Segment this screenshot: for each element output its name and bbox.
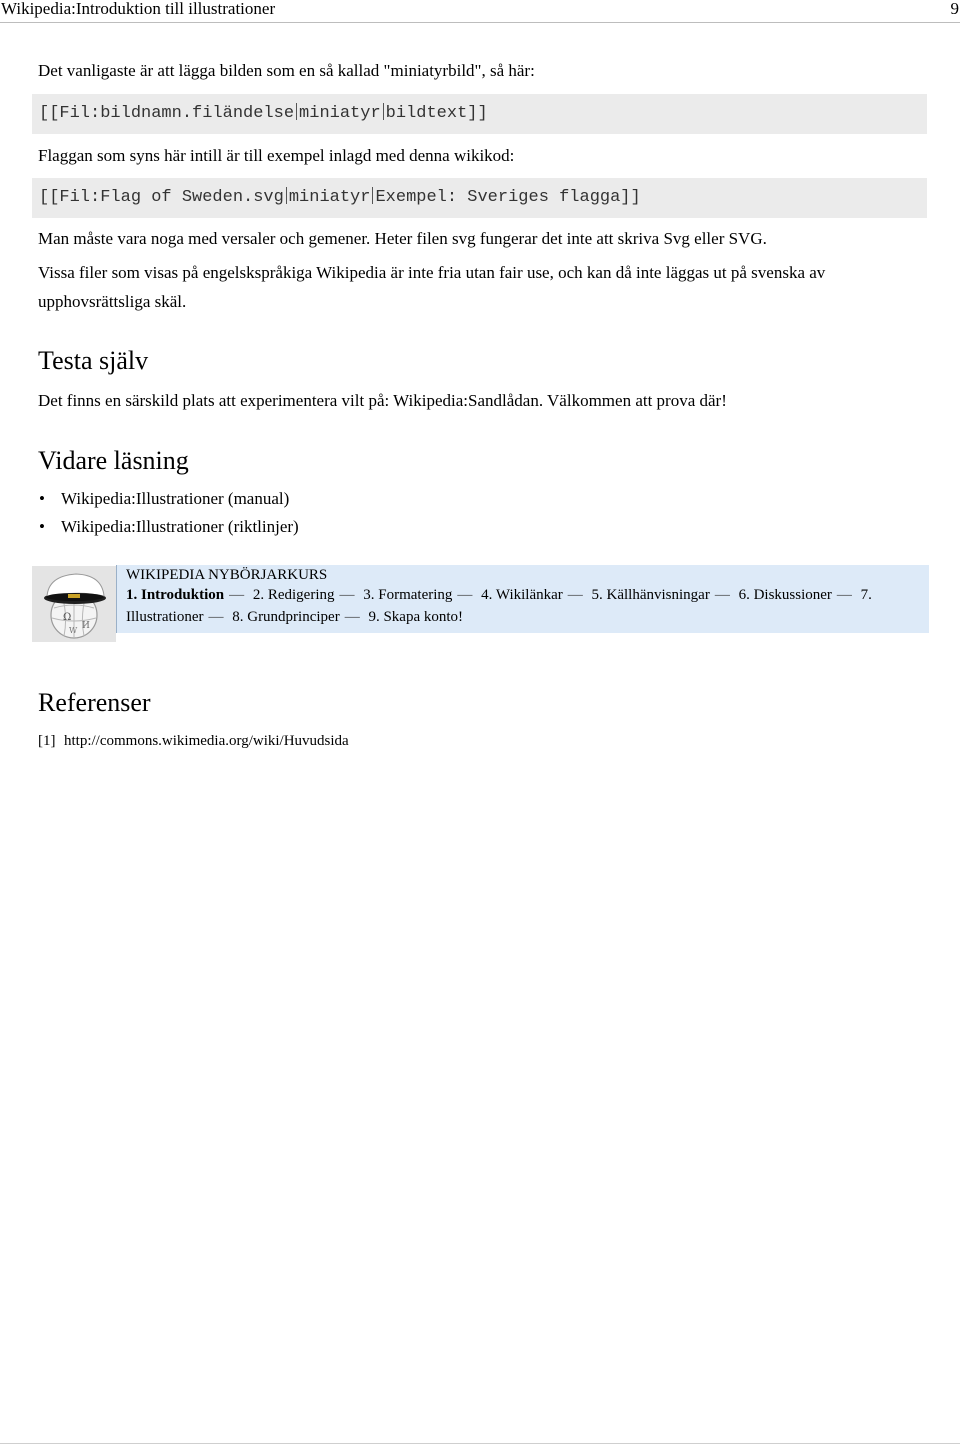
further-reading-link[interactable]: • Wikipedia:Illustrationer (manual) <box>38 485 299 513</box>
code-part: bildtext]] <box>385 104 488 123</box>
course-lesson-links <box>126 584 916 628</box>
code-part: miniatyr <box>299 104 381 123</box>
separator: — <box>714 587 730 603</box>
code-part: [[Fil:bildnamn.filändelse <box>39 104 295 123</box>
document-title: Wikipedia:Introduktion till illustrationer <box>1 0 276 18</box>
separator: — <box>344 609 360 625</box>
heading-referenser: Referenser <box>38 688 151 717</box>
code-part: miniatyr <box>288 188 371 207</box>
separator: — <box>567 587 583 603</box>
svg-text:И: И <box>82 621 90 631</box>
reference-item <box>38 731 349 751</box>
code-example-flag <box>32 178 927 218</box>
sandbox-paragraph: Det finns en särskild plats att experimentera vilt på: Wikipedia:Sandlådan. Välkommen att prova där! <box>38 391 727 410</box>
lesson-link[interactable]: 4. Wikilänkar <box>481 587 563 603</box>
heading-testa-sjalv: Testa själv <box>38 346 149 375</box>
code-part: [[Fil:Flag of Sweden.svg <box>39 188 284 207</box>
course-title: WIKIPEDIA NYBÖRJARKURS <box>126 567 328 583</box>
lesson-link[interactable]: 3. Formatering <box>363 587 453 603</box>
further-reading-list <box>38 485 299 541</box>
code-example-thumbnail <box>32 94 927 134</box>
separator: — <box>229 587 245 603</box>
lesson-link[interactable]: 8. Grundprinciper <box>232 609 340 625</box>
reference-number: [1] <box>38 733 56 749</box>
case-paragraph: Man måste vara noga med versaler och gemener. Heter filen svg fungerar det inte att skriva Svg eller SVG. <box>38 229 767 248</box>
lesson-link-current[interactable]: 1. Introduktion <box>126 587 225 603</box>
course-navigation-box <box>32 566 928 636</box>
wikipedia-globe-with-student-cap-icon <box>38 568 108 640</box>
lesson-link[interactable]: 2. Redigering <box>252 587 335 603</box>
pipe-separator <box>383 103 384 120</box>
pipe-separator <box>296 103 297 120</box>
license-paragraph: Vissa filer som visas på engelskspråkiga Wikipedia är inte fria utan fair use, och kan då inte läggas ut på svenska av upphovsrättsliga skäl. <box>38 263 826 311</box>
running-header <box>0 0 960 23</box>
pipe-separator <box>372 187 373 204</box>
course-navigation-cell <box>116 565 929 633</box>
separator: — <box>339 587 355 603</box>
further-reading-link[interactable]: • Wikipedia:Illustrationer (riktlinjer) <box>38 513 299 541</box>
code-part: Exempel: Sveriges flagga]] <box>375 188 641 207</box>
separator: — <box>208 609 224 625</box>
page-bottom-rule <box>0 1443 960 1444</box>
intro-paragraph: Det vanligaste är att lägga bilden som en så kallad "miniatyrbild", så här: <box>38 61 535 80</box>
separator: — <box>457 587 473 603</box>
pipe-separator <box>286 187 287 204</box>
reference-link[interactable]: http://commons.wikimedia.org/wiki/Huvudsida <box>64 733 349 749</box>
flag-paragraph: Flaggan som syns här intill är till exempel inlagd med denna wikikod: <box>38 146 515 165</box>
lesson-link[interactable]: 6. Diskussioner <box>738 587 832 603</box>
svg-text:W: W <box>69 626 78 635</box>
lesson-link[interactable]: 7. Illustrationer <box>126 587 872 625</box>
lesson-link[interactable]: 9. Skapa konto! <box>368 609 464 625</box>
svg-text:Ω: Ω <box>63 612 72 623</box>
course-logo-cell <box>32 566 116 642</box>
page-number: 9 <box>950 0 959 18</box>
lesson-link[interactable]: 5. Källhänvisningar <box>591 587 710 603</box>
heading-vidare-lasning: Vidare läsning <box>38 446 189 475</box>
separator: — <box>836 587 852 603</box>
